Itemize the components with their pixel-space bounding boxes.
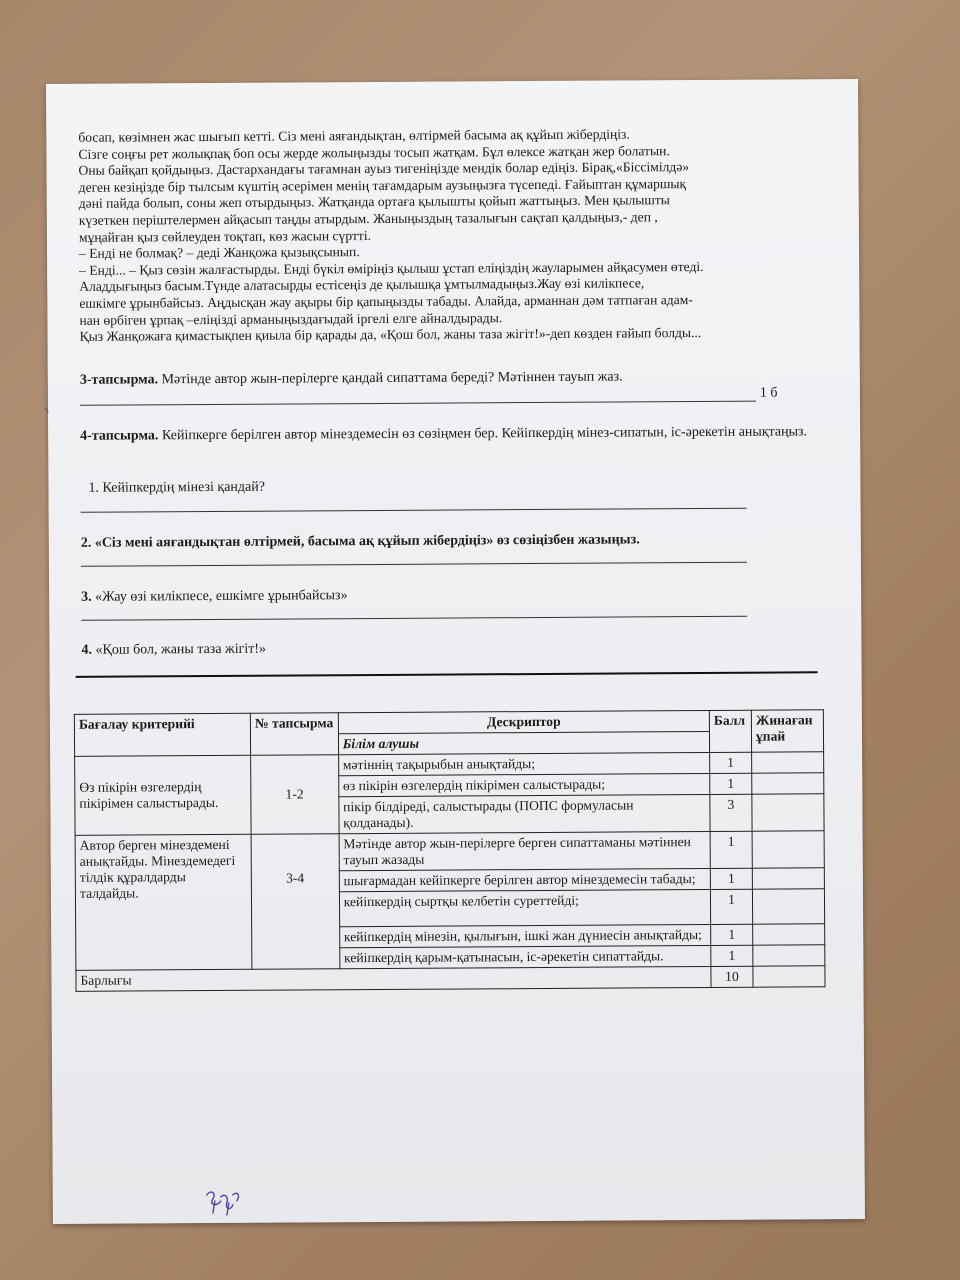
worksheet-page xyxy=(46,79,865,1224)
q3-text: «Жау өзі килікпесе, ешкімге ұрынбайсыз» xyxy=(91,588,348,605)
task-number-cell: 1-2 xyxy=(250,755,338,835)
table-total-row xyxy=(76,966,825,992)
task4-text: Кейіпкерге берілген автор мінездемесін өз сөзіңмен бер. Кейіпкердің мінез-сипатын, іс-әрекетін анықтаңыз. xyxy=(158,424,808,444)
task3-label: 3-тапсырма. xyxy=(79,372,159,388)
descriptor-cell: шығармадан кейіпкерге берілген автор мінездемесін табады; xyxy=(339,868,710,891)
q3-answer-line[interactable] xyxy=(81,616,747,621)
story-line: Қыз Жанқожаға қимастықпен қиыла бір қарады да, «Қош бол, жаны таза жігіт!»-деп көзден ғайып болды... xyxy=(79,325,702,344)
score-cell[interactable] xyxy=(752,752,824,773)
descriptor-cell: кейіпкердің қарым-қатынасын, іс-әрекетін сипаттайды. xyxy=(340,945,711,968)
task3-answer-line[interactable] xyxy=(80,401,756,406)
story-line: Аладдығыңыз басым.Түнде алатасырды естісеңіз де қылышқа ұмтылмадыңыз.Жау өзі килікпесе, xyxy=(79,275,645,295)
story-line: ешкімге ұрынбайсыз. Аңдысқан жау ақыры бір қапыңызды табады. Алайда, арманнан дәм татпаған адам- xyxy=(79,291,693,311)
points-cell: 1 xyxy=(710,752,752,773)
q4-text: «Қош бол, жаны таза жігіт!» xyxy=(91,641,267,658)
task4-q1: 1. Кейіпкердің мінезі қандай? xyxy=(88,479,265,496)
task4-q3 xyxy=(81,584,821,607)
q2-number: 2. xyxy=(80,535,92,551)
handwritten-signature xyxy=(203,1187,253,1217)
task3-text: Мәтінде автор жын-перілерге қандай сипаттама береді? Мәтіннен тауып жаз. xyxy=(158,369,623,388)
descriptor-cell: Мәтінде автор жын-перілерге берген сипаттаманы мәтіннен тауып жазады xyxy=(339,831,710,870)
story-line: – Енді... – Қыз сөзін жалғастырды. Енді бүкіл өміріңіз қылыш ұстап еліңіздің жауларымен айқасумен өтеді. xyxy=(79,258,704,278)
q4-number: 4. xyxy=(81,642,93,658)
total-score-cell[interactable] xyxy=(753,966,825,987)
points-cell: 1 xyxy=(710,868,752,889)
total-points: 10 xyxy=(711,966,753,987)
story-line: Сізге соңғы рет жолықпақ боп осы жерде жолыңызды тосып жатқам. Бұл өлексе жатқан жер болатын. xyxy=(78,142,670,162)
task3-score: 1 б xyxy=(759,385,778,401)
descriptor-cell: мәтіннің тақырыбын анықтайды; xyxy=(338,752,709,775)
descriptor-cell: кейіпкердің мінезін, қылығын, ішкі жан дүниесін анықтайды; xyxy=(339,924,710,947)
story-line: деген кезіңізде бір тылсым күштің әсерімен менің тағамдарым аузыңызға түсепеді. Ғайыптан құмаршық xyxy=(78,175,687,195)
score-cell[interactable] xyxy=(752,794,824,831)
header-points: Балл xyxy=(709,710,751,752)
table-header-row xyxy=(74,710,823,736)
header-total-score: Жинаған ұпай xyxy=(751,710,823,752)
points-cell: 1 xyxy=(710,831,752,868)
total-label: Барлығы xyxy=(76,966,711,991)
points-cell: 1 xyxy=(710,773,752,794)
header-criteria: Бағалау критерийі xyxy=(74,713,250,756)
criteria-cell: Автор берген мінездемені анықтайды. Мінездемедегі тілдік құралдарды талдайды. xyxy=(75,834,252,970)
pen-mark xyxy=(45,405,52,413)
story-line: мұңайған қыз сөйлеуден тоқтап, көз жасын сүртті. xyxy=(78,227,372,245)
score-cell[interactable] xyxy=(752,868,824,889)
descriptor-cell: кейіпкердің сыртқы келбетін суреттейді; xyxy=(339,889,710,926)
score-cell[interactable] xyxy=(752,831,824,868)
q4-answer-line[interactable] xyxy=(76,671,818,678)
story-line: босап, көзімнен жас шығып кетті. Сіз мені аяғандықтан, өлтірмей басыма ақ құйып жібердіңіз. xyxy=(78,126,630,145)
descriptor-cell: өз пікірін өзгелердің пікірімен салыстырады; xyxy=(338,773,709,796)
story-text xyxy=(78,125,819,345)
task4-prompt xyxy=(80,423,820,446)
header-task-number: № тапсырма xyxy=(250,713,338,756)
story-line: күзеткен періштелермен айқасып таңды атырдым. Жаныңыздың тазалығын сақтап қалдыңыз,- деп , xyxy=(78,209,658,228)
criteria-cell: Өз пікірін өзгелердің пікірімен салыстырады. xyxy=(75,755,251,835)
q3-number: 3. xyxy=(81,589,92,605)
story-line: дәні пайда болып, соны жеп отырдыңыз. Жатқанда ортаға қылышты қойып жаттыңыз. Мен қылышты xyxy=(78,192,670,212)
story-line: – Енді не болмақ? – деді Жанқожа қызықсынып. xyxy=(78,244,360,261)
q2-text: «Сіз мені аяғандықтан өлтірмей, басыма ақ құйып жібердіңіз» өз сөзіңізбен жазыңыз. xyxy=(91,532,640,551)
task4-q2 xyxy=(81,530,821,553)
points-cell: 1 xyxy=(711,924,753,945)
descriptor-cell: пікір білдіреді, салыстырады (ПОПС формуласын қолданады). xyxy=(339,794,710,833)
points-cell: 1 xyxy=(710,889,752,924)
task3-prompt xyxy=(80,367,820,390)
points-cell: 1 xyxy=(711,945,753,966)
header-learner: Білім алушы xyxy=(338,731,709,754)
points-cell: 3 xyxy=(710,794,752,831)
story-line: Оны байқап қойдыңыз. Дастархандағы тағамнан ауыз тигеніңізде мендік болар едіңіз. Бірақ,«Біссімілдә» xyxy=(78,159,690,178)
score-cell[interactable] xyxy=(752,773,824,794)
story-line: нан өрбіген ұрпақ –еліңізді арманыңыздағыдай іргелі елге айналдырады. xyxy=(79,309,503,328)
score-cell[interactable] xyxy=(753,924,825,945)
score-cell[interactable] xyxy=(753,945,825,966)
table-row xyxy=(75,831,824,873)
q2-answer-line[interactable] xyxy=(81,562,747,567)
assessment-table xyxy=(74,709,826,992)
task4-label: 4-тапсырма. xyxy=(80,428,159,444)
q1-answer-line[interactable] xyxy=(81,508,747,513)
header-descriptor: Дескриптор xyxy=(338,710,709,733)
task-number-cell: 3-4 xyxy=(251,834,340,970)
task4-q4 xyxy=(81,637,821,660)
score-cell[interactable] xyxy=(752,889,824,924)
